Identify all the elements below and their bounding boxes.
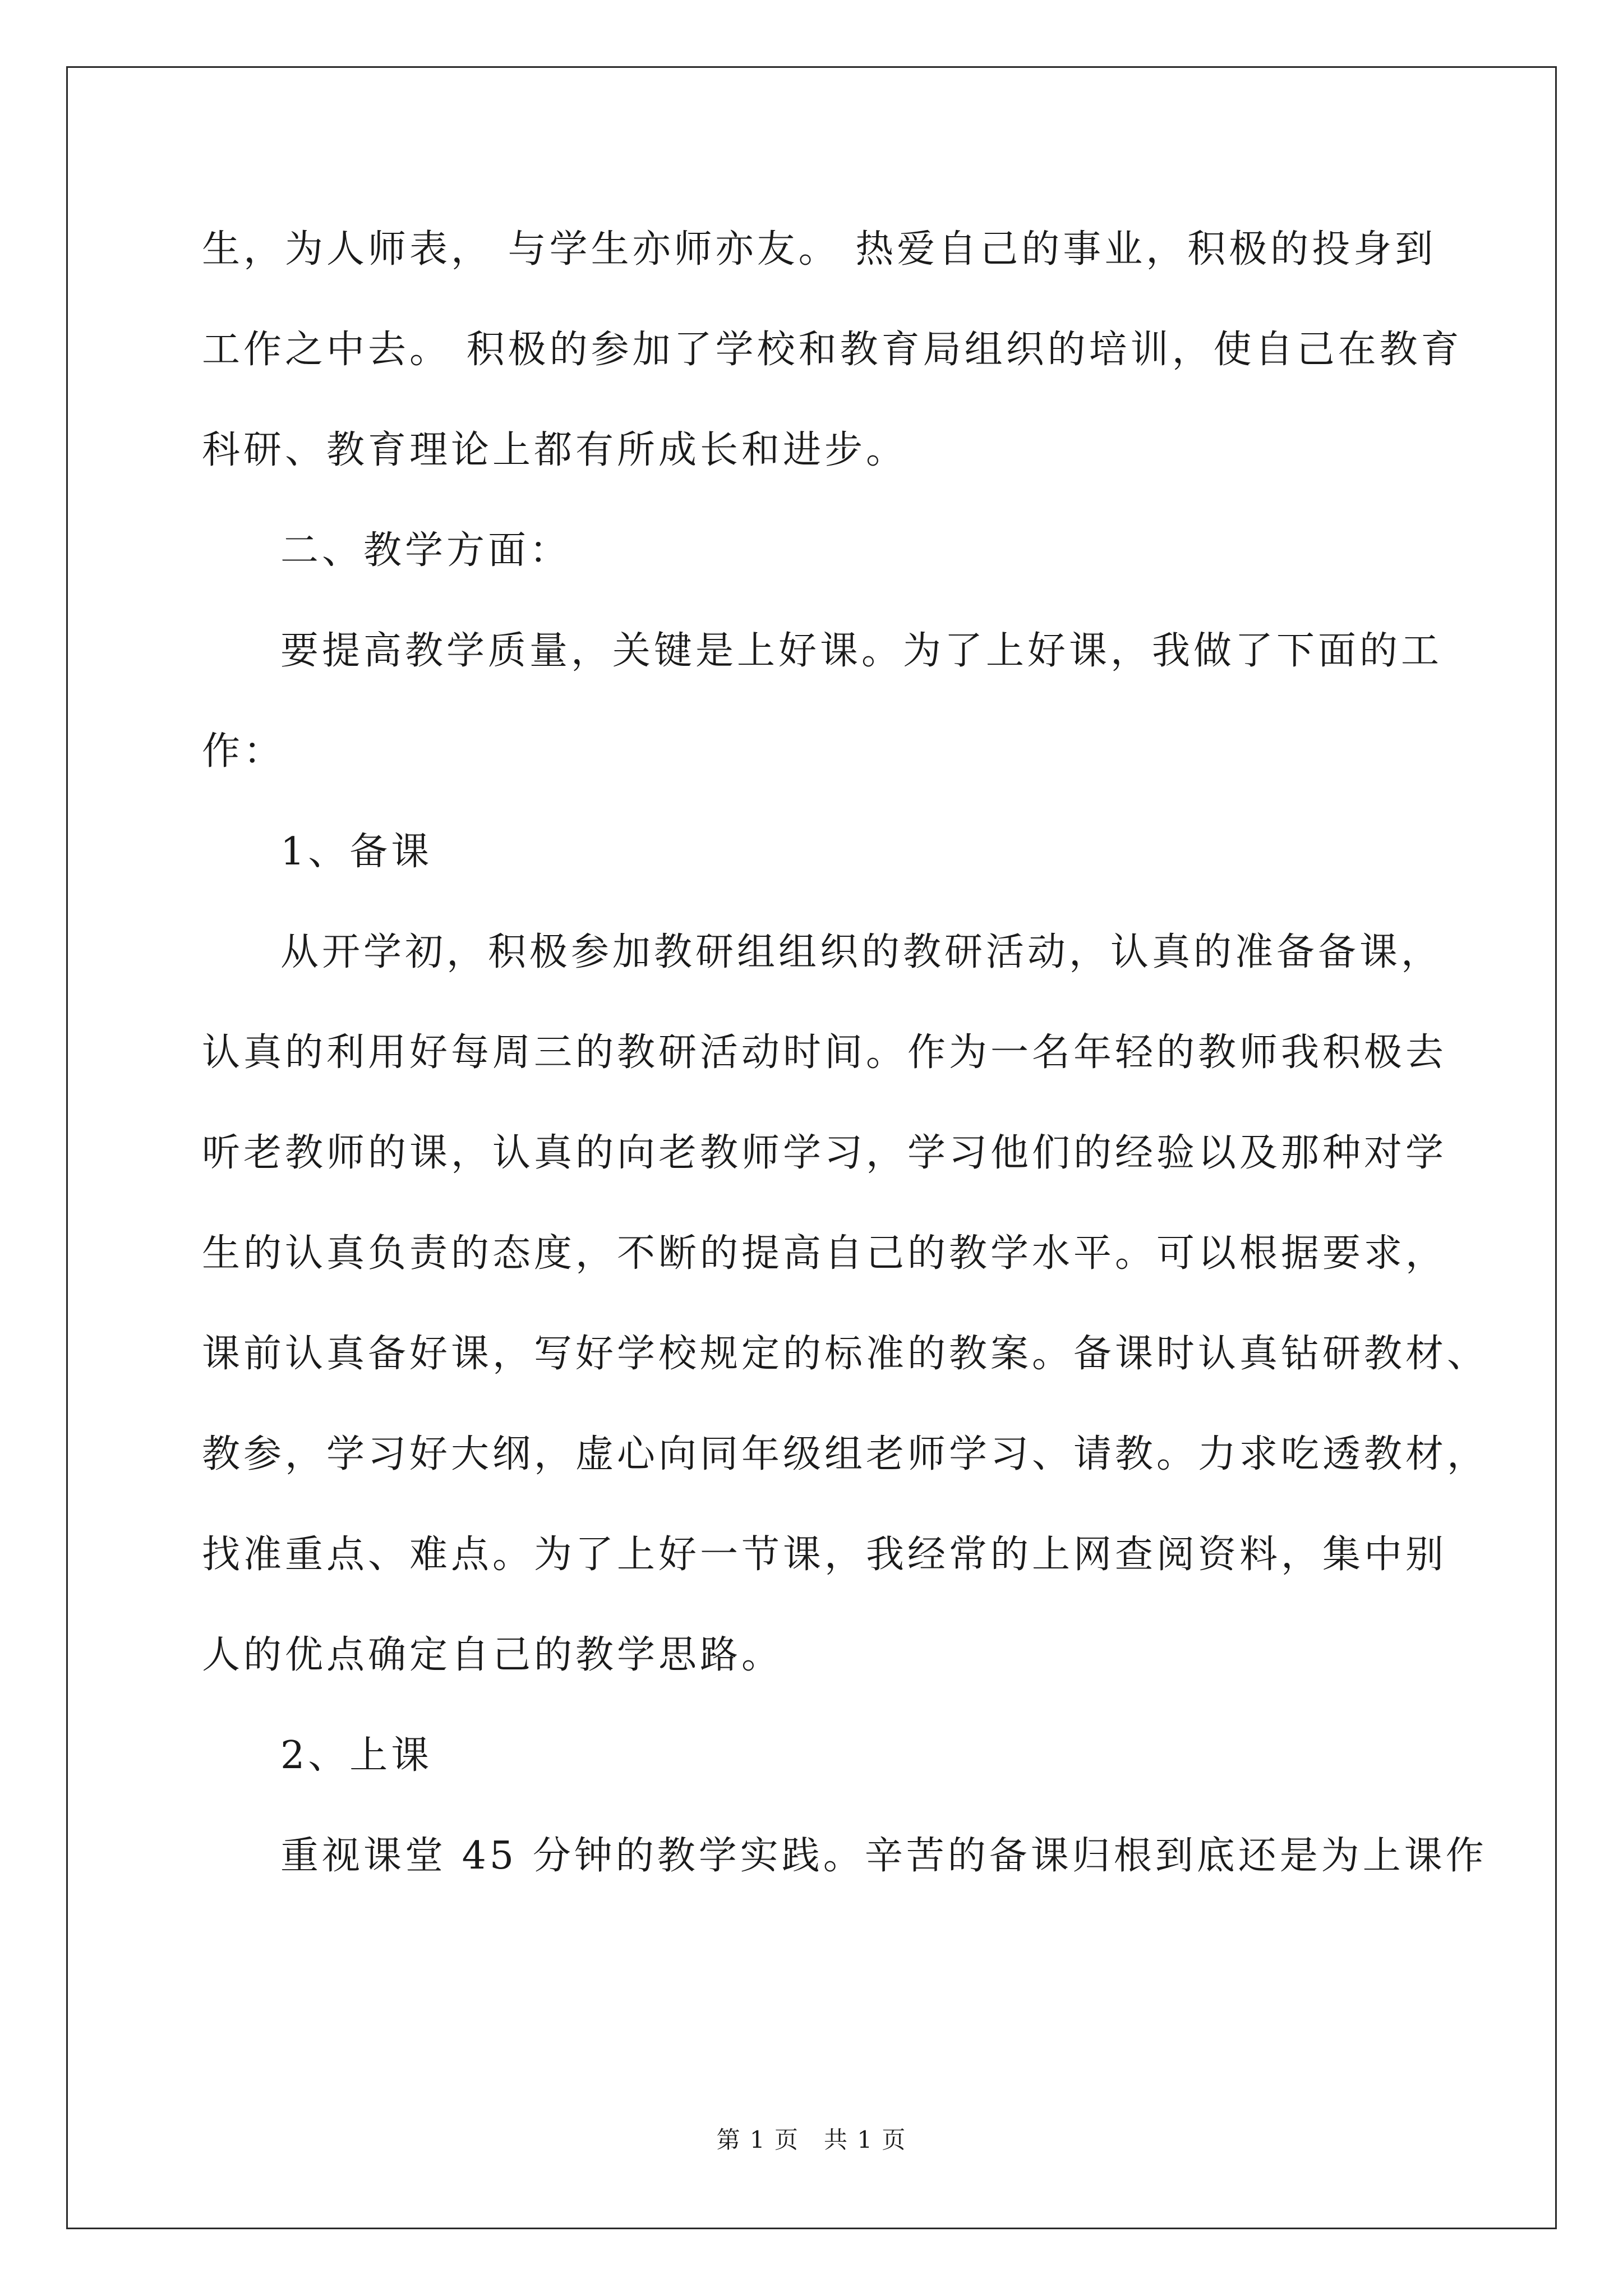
paragraph-line: 重视课堂 45 分钟的教学实践。辛苦的备课归根到底还是为上课作	[280, 1834, 1487, 1878]
paragraph-line: 找准重点、难点。为了上好一节课，我经常的上网查阅资料，集中别	[202, 1533, 1447, 1577]
page-total: 共 1 页	[824, 2126, 907, 2154]
section-heading: 二、教学方面：	[280, 528, 571, 573]
paragraph-line: 工作之中去。 积极的参加了学校和教育局组织的培训，使自己在教育	[202, 328, 1463, 372]
paragraph-line: 人的优点确定自己的教学思路。	[202, 1633, 783, 1677]
paragraph-line: 听老教师的课，认真的向老教师学习，学习他们的经验以及那种对学	[202, 1131, 1447, 1175]
paragraph-line: 作：	[202, 729, 285, 774]
page-number: 第 1 页	[716, 2126, 799, 2154]
paragraph-line: 教参，学习好大纲，虚心向同年级组老师学习、请教。力求吃透教材，	[202, 1432, 1489, 1476]
paragraph-line: 要提高教学质量，关键是上好课。为了上好课，我做了下面的工	[280, 629, 1443, 673]
paragraph-line: 课前认真备好课，写好学校规定的标准的教案。备课时认真钻研教材、	[202, 1332, 1489, 1376]
page-footer	[0, 2123, 1623, 2157]
paragraph-line: 生，为人师表， 与学生亦师亦友。 热爱自己的事业，积极的投身到	[202, 227, 1437, 272]
paragraph-line: 生的认真负责的态度，不断的提高自己的教学水平。可以根据要求，	[202, 1231, 1447, 1276]
paragraph-line: 认真的利用好每周三的教研活动时间。作为一名年轻的教师我积极去	[202, 1030, 1447, 1075]
subsection-heading: 2、上课	[280, 1733, 433, 1778]
subsection-heading: 1、备课	[280, 830, 433, 874]
paragraph-line: 从开学初，积极参加教研组组织的教研活动，认真的准备备课，	[280, 930, 1443, 974]
paragraph-line: 科研、教育理论上都有所成长和进步。	[202, 428, 908, 472]
